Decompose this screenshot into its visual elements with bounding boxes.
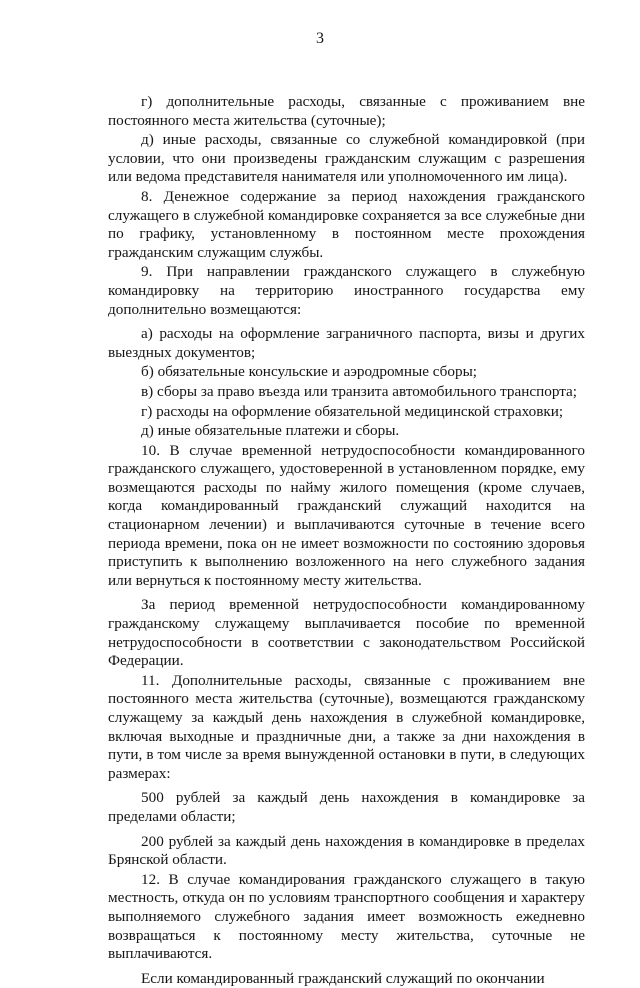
paragraph-rate-outside-region: 500 рублей за каждый день нахождения в командировке за пределами области;: [108, 789, 585, 825]
paragraph-item-d2: д) иные обязательные платежи и сборы.: [141, 422, 400, 440]
paragraph-clause-8: 8. Денежное содержание за период нахождения гражданского служащего в служебной командировке сохраняется за все служебные дни по графику, установленному в постоянном месте прохождения гражданским служащим службы.: [108, 187, 585, 261]
paragraph-item-g: г) дополнительные расходы, связанные с проживанием вне постоянного места жительства (суточные);: [108, 93, 585, 129]
paragraph-clause-10: 10. В случае временной нетрудоспособности командированного гражданского служащего, удостоверенной в установленном порядке, ему возмещаются расходы по найму жилого помещения (кроме случаев, когда командированный гражданский служащий находится на стационарном лечении) и выплачиваются суточные в течение всего периода времени, пока он не имеет возможности по состоянию здоровья приступить к выполнению возложенного на него служебного задания или вернуться к постоянному месту жительства.: [108, 441, 585, 589]
paragraph-clause-9: 9. При направлении гражданского служащего в служебную командировку на территорию иностранного государства ему дополнительно возмещаются:: [108, 263, 585, 318]
paragraph-clause-12: 12. В случае командирования гражданского служащего в такую местность, откуда он по условиям транспортного сообщения и характеру выполняемого служебного задания имеет возможность ежедневно возвращаться к постоянному месту жительства, суточные не выплачиваются.: [108, 870, 585, 963]
paragraph-item-v: в) сборы за право въезда или транзита автомобильного транспорта;: [141, 382, 578, 400]
paragraph-item-a: а) расходы на оформление заграничного паспорта, визы и других выездных документов;: [108, 325, 585, 361]
paragraph-sick-leave-benefit: За период временной нетрудоспособности командированному гражданскому служащему выплачивается пособие по временной нетрудоспособности в соответствии с законодательством Российской Федерации.: [108, 596, 585, 670]
paragraph-rate-inside-region: 200 рублей за каждый день нахождения в командировке в пределах Брянской области.: [108, 832, 585, 869]
paragraph-continuation: Если командированный гражданский служащий по окончании: [141, 969, 545, 987]
paragraph-clause-11: 11. Дополнительные расходы, связанные с проживанием вне постоянного места жительства (суточные), возмещаются гражданскому служащему за каждый день нахождения в служебной командировке, включая выходные и праздничные дни, а также за дни нахождения в пути, в том числе за время вынужденной остановки в пути, в следующих размерах:: [108, 671, 585, 782]
document-body: [108, 93, 585, 988]
paragraph-item-d: д) иные расходы, связанные со служебной командировкой (при условии, что они произведены гражданским служащим с разрешения или ведома представителя нанимателя или уполномоченного им лица).: [108, 131, 585, 186]
paragraph-item-b: б) обязательные консульские и аэродромные сборы;: [141, 363, 477, 381]
page-number: 3: [316, 30, 324, 47]
paragraph-item-g2: г) расходы на оформление обязательной медицинской страховки;: [141, 402, 564, 420]
